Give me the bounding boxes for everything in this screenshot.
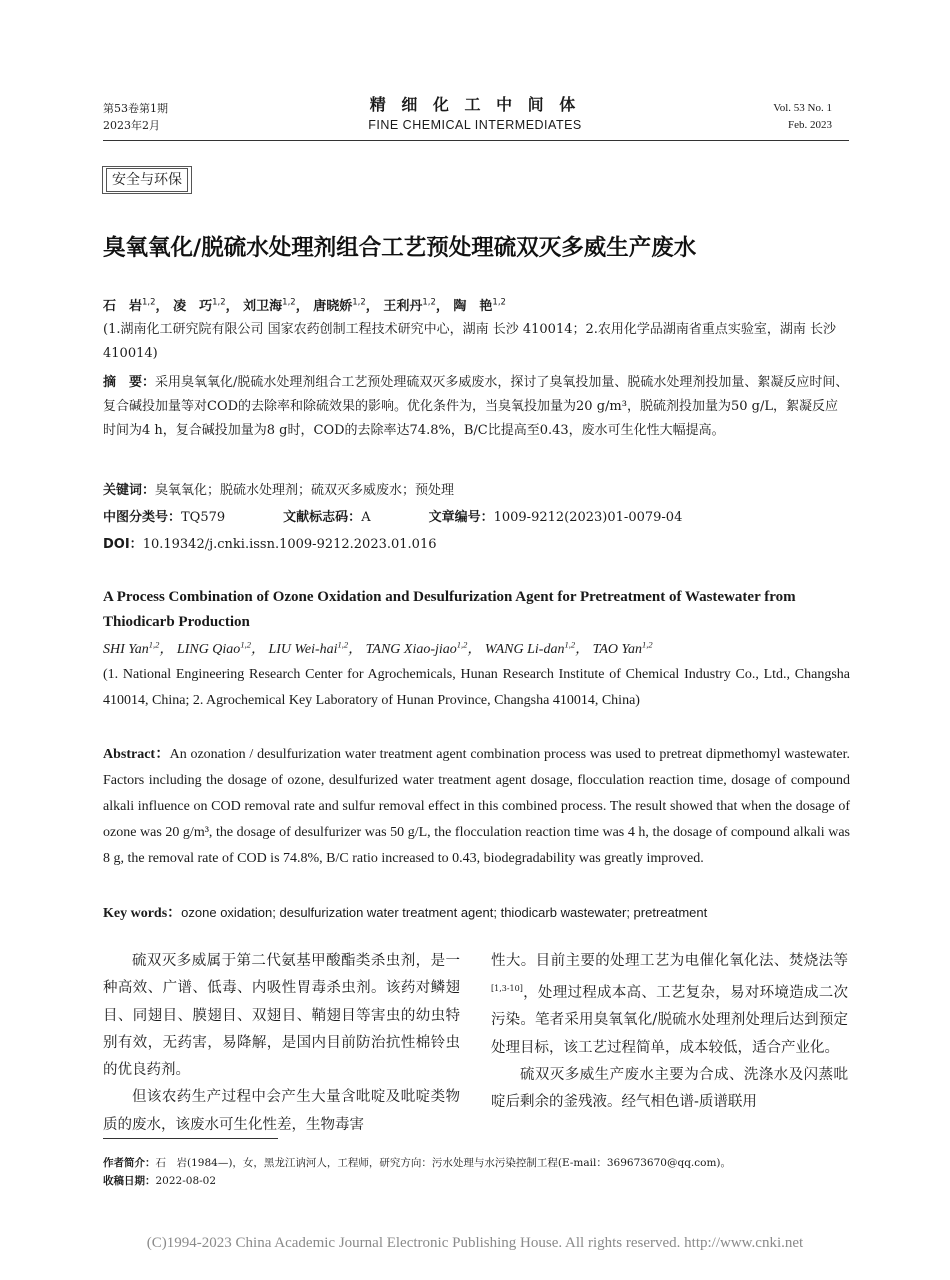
journal-name-en: FINE CHEMICAL INTERMEDIATES [368,118,582,132]
body-paragraph: 硫双灭多威属于第二代氨基甲酸酯类杀虫剂，是一种高效、广谱、低毒、内吸性胃毒杀虫剂。该药对鳞翅目、同翅目、膜翅目、双翅目、鞘翅目等害虫的幼虫特别有效，无药害，易降解，是国内目前防治抗性棉铃虫的优良药剂。 [103,953,460,1079]
issue-number-cn: 第53卷第1期 [103,102,168,115]
issue-date-en: Feb. 2023 [788,119,832,131]
doi-label: DOI： [103,537,143,552]
clc-value: TQ579 [181,510,226,525]
body-column-left [103,948,460,1139]
author-affiliation-mark: 1,2 [212,297,226,308]
issue-info-cn [103,100,168,134]
author-name: 陶 艳 [453,299,493,314]
received-date-value: 2022-08-02 [155,1175,217,1187]
body-column-right [491,948,848,1117]
abstract-cn-label: 摘 要： [103,375,156,390]
author-affiliation-mark: 1,2 [642,639,653,650]
body-paragraph [491,948,848,1062]
author-affiliation-mark: 1,2 [337,639,349,650]
author-name: 王利丹 [383,299,423,314]
author-affiliation-mark: 1,2 [282,297,296,308]
affiliation-cn: (1.湖南化工研究院有限公司 国家农药创制工程技术研究中心，湖南 长沙 410014；2.农用化学品湖南省重点实验室，湖南 长沙 410014) [103,322,837,361]
keywords-en-label: Key words： [103,906,182,921]
keywords-cn-label: 关键词： [103,483,156,498]
doi-value: 10.19342/j.cnki.issn.1009-9212.2023.01.016 [142,537,437,552]
doc-code-label: 文献标志码： [283,510,362,525]
keywords-en-text: ozone oxidation; desulfurization water treatment agent; thiodicarb wastewater; pretreatment [181,905,708,920]
author-affiliation-mark: 1,2 [456,639,468,650]
received-date [103,1173,216,1189]
author-bio [103,1155,731,1171]
abstract-cn-text: 采用臭氧氧化/脱硫水处理剂组合工艺预处理硫双灭多威废水，探讨了臭氧投加量、脱硫水处理剂投加量、絮凝反应时间、复合碱投加量等对COD的去除率和除硫效果的影响。优化条件为，当臭氧投加量为20 g/m³，脱硫剂投加量为50 g/L，絮凝反应时间为4 h，复合碱投加量为8 g时，COD的去除率达74.8%，B/C比提高至0.43，废水可生化性大幅提高。 [103,375,849,438]
author-affiliation-mark: 1,2 [492,297,506,308]
section-label-text: 安全与环保 [106,168,188,192]
doc-code-value: A [361,510,371,525]
author-name-en: TAO Yan [592,642,642,657]
author-name-en: LIU Wei-hai [268,642,338,657]
issue-date-cn: 2023年2月 [103,119,160,132]
author-affiliation-mark: 1,2 [142,297,156,308]
body-paragraph: 但该农药生产过程中会产生大量含吡啶及吡啶类物质的废水，该废水可生化性差，生物毒害 [103,1089,460,1133]
author-name-en: SHI Yan [103,642,149,657]
body-paragraph: 硫双灭多威生产废水主要为合成、洗涤水及闪蒸吡啶后剩余的釜残液。经气相色谱-质谱联用 [491,1067,848,1111]
author-name-en: LING Qiao [176,642,241,657]
received-date-label: 收稿日期： [103,1175,156,1187]
authors-cn: 石 岩$^{1,2}$， 凌 巧$^{1,2}$， 刘卫海$^{1,2}$， 唐晓娇$^{1,2}$， 王利丹$^{1,2}$， 陶 艳$^{1,2}$ [103,297,506,314]
abstract-en [103,742,850,872]
author-name-en: WANG Li-dan [484,642,565,657]
keywords-cn [103,479,850,503]
author-name: 凌 巧 [173,299,213,314]
author-affiliation-mark: 1,2 [564,639,576,650]
abstract-en-text: An ozonation / desulfurization water treatment agent combination process was used to pretreat dipmethomyl wastewater. Factors including the dosage of ozone, desulfurized water treatment agent dosage, flocculation reaction time, dosage of compound alkali influence on COD removal rate and sulfur removal effect in this combined process. The result showed that when the dosage of ozone was 20 g/m³, the dosage of desulfurizer was 50 g/L, the flocculation reaction time was 4 h, the dosage of compound alkali was 8 g, the removal rate of COD is 74.8%, B/C ratio increased to 0.43, biodegradability was greatly improved. [103,747,850,866]
issue-info-en [773,100,832,134]
doi-line [103,533,850,557]
article-number-label: 文章编号： [428,510,494,525]
author-name-en: TANG Xiao-jiao [365,642,457,657]
author-affiliation-mark: 1,2 [148,639,160,650]
author-affiliation-mark: 1,2 [240,639,251,650]
body-text: ，处理过程成本高、工艺复杂，易对环境造成二次污染。笔者采用臭氧氧化/脱硫水处理剂处理后达到预定处理目标，该工艺过程简单，成本较低，适合产业化。 [491,985,848,1056]
header-rule [103,140,849,141]
journal-name [340,94,610,134]
author-affiliation-mark: 1,2 [352,297,366,308]
copyright-watermark: (C)1994-2023 China Academic Journal Electronic Publishing House. All rights reserved. http://www.cnki.net [146,1235,804,1251]
author-bio-label: 作者简介： [103,1157,156,1169]
keywords-cn-text: 臭氧氧化；脱硫水处理剂；硫双灭多威废水；预处理 [155,483,455,498]
section-label [102,166,192,194]
issue-number-en: Vol. 53 No. 1 [773,102,832,114]
article-number-value: 1009-9212(2023)01-0079-04 [493,510,683,525]
body-text: 性大。目前主要的处理工艺为电催化氧化法、焚烧法等 [491,953,848,969]
clc-label: 中图分类号： [103,510,182,525]
author-bio-text: 石 岩(1984—)，女，黑龙江讷河人，工程师，研究方向：污水处理与水污染控制工程(E-mail：369673670@qq.com)。 [155,1157,732,1169]
article-title-en: A Process Combination of Ozone Oxidation and Desulfurization Agent for Pretreatment of Wastewater from Thiodicarb Production [103,589,796,630]
journal-name-cn: 精 细 化 工 中 间 体 [369,95,581,114]
author-name: 唐晓娇 [313,299,353,314]
authors-en: SHI Yan$^{1,2}$， LING Qiao$^{1,2}$， LIU Wei-hai$^{1,2}$， TANG Xiao-jiao$^{1,2}$， WANG Li-dan$^{1,2}$， TAO Yan$^{1,2}$ [103,639,653,657]
author-name: 刘卫海 [243,299,283,314]
classification-line [103,506,850,530]
keywords-en [103,902,850,925]
author-affiliation-mark: 1,2 [422,297,436,308]
abstract-en-label: Abstract： [103,747,170,762]
abstract-cn [103,371,850,443]
footnote-rule [103,1138,278,1139]
author-name: 石 岩 [103,299,143,314]
affiliation-en: (1. National Engineering Research Center for Agrochemicals, Hunan Research Institute of Chemical Industry Co., Ltd., Changsha 410014, China; 2. Agrochemical Key Laboratory of Hunan Province, Changsha 410014, China) [103,667,850,708]
article-title-cn: 臭氧氧化/脱硫水处理剂组合工艺预处理硫双灭多威生产废水 [103,235,697,261]
citation-ref: [1,3-10] [491,984,523,994]
